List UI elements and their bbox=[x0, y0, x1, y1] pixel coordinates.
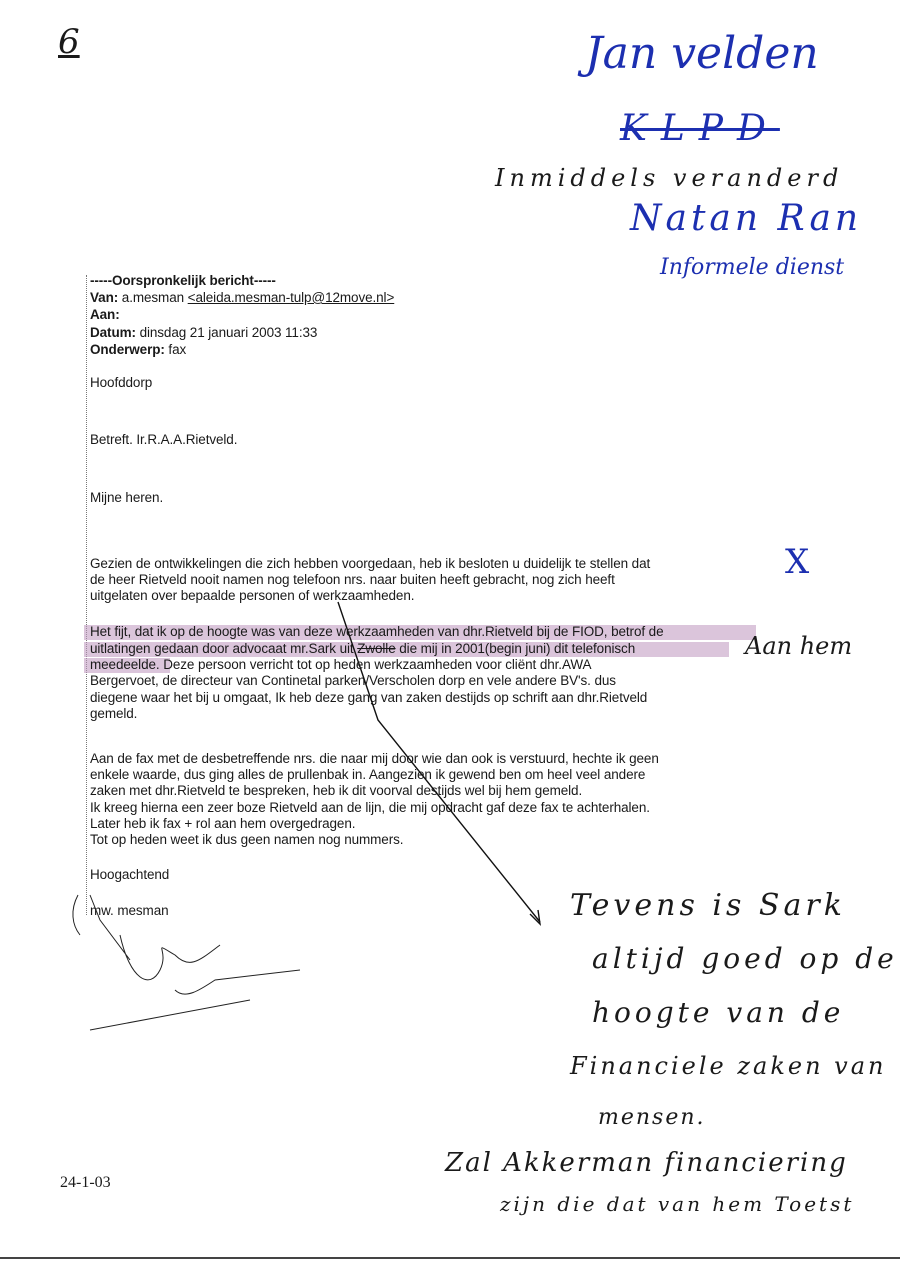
letter-salutation: Mijne heren. bbox=[90, 490, 164, 505]
from-label: Van: bbox=[90, 290, 119, 305]
letter-subject: Betreft. Ir.R.A.A.Rietveld. bbox=[90, 432, 238, 447]
paragraph-line: Tot op heden weet ik dus geen namen nog nummers. bbox=[90, 832, 404, 847]
handwritten-note: Informele dienst bbox=[660, 255, 845, 280]
paragraph-line: de heer Rietveld nooit namen nog telefoon nrs. naar buiten heeft gebracht, nog zich heeft bbox=[90, 572, 615, 587]
subject-label: Onderwerp: bbox=[90, 342, 165, 357]
bracket-mark bbox=[73, 895, 80, 935]
date-value: dinsdag 21 januari 2003 11:33 bbox=[139, 325, 318, 340]
handwritten-note: mensen. bbox=[598, 1105, 706, 1130]
text: die mij in 2001(begin juni) dit telefonisch bbox=[395, 641, 636, 656]
paragraph-line: Het fijt, dat ik op de hoogte was van deze werkzaamheden van dhr.Rietveld bij de FIOD, betrof de bbox=[90, 624, 664, 639]
paragraph-line: enkele waarde, dus ging alles de prullenbak in. Aangezien ik gewend ben om heel veel andere bbox=[90, 767, 646, 782]
subject-value: fax bbox=[168, 342, 187, 357]
handwritten-note: Tevens is Sark bbox=[570, 888, 846, 923]
paragraph-line: Bergervoet, de directeur van Continetal parken/Verscholen dorp en vele andere BV's. dus bbox=[90, 673, 616, 688]
signature-scribble bbox=[90, 895, 300, 1030]
handwritten-note: Inmiddels veranderd bbox=[495, 164, 844, 192]
handwritten-x-mark: X bbox=[785, 542, 810, 582]
from-name: a.mesman bbox=[121, 290, 185, 305]
struck-text: Zwolle bbox=[357, 641, 396, 656]
paragraph-line: uitgelaten over bepaalde personen of werkzaamheden. bbox=[90, 588, 415, 603]
stamp-date: 24-1-03 bbox=[60, 1174, 111, 1191]
email-header-title: -----Oorspronkelijk bericht----- bbox=[90, 273, 276, 288]
arrow-line bbox=[338, 602, 540, 922]
to-label: Aan: bbox=[90, 307, 120, 322]
handwritten-note: zijn die dat van hem Toetst bbox=[500, 1192, 855, 1216]
handwritten-note: altijd goed op de bbox=[592, 942, 898, 975]
paragraph-line: Aan de fax met de desbetreffende nrs. die naar mij door wie dan ook is verstuurd, hechte ik geen bbox=[90, 751, 659, 766]
handwritten-note: Aan hem bbox=[745, 632, 853, 660]
paragraph-line: diegene waar het bij u omgaat, Ik heb deze gang van zaken destijds op schrift aan dhr.Rietveld bbox=[90, 690, 648, 705]
handwritten-note: Natan Ran bbox=[630, 198, 863, 239]
date-label: Datum: bbox=[90, 325, 136, 340]
handwritten-note-struck: KLPD bbox=[620, 108, 780, 149]
handwritten-note: hoogte van de bbox=[592, 996, 845, 1029]
corner-mark: 6 bbox=[58, 22, 80, 62]
text: uitlatingen gedaan door advocaat mr.Sark uit bbox=[90, 641, 358, 656]
paragraph-line: Later heb ik fax + rol aan hem overgedragen. bbox=[90, 816, 356, 831]
letter-place: Hoofddorp bbox=[90, 375, 153, 390]
paragraph-line: gemeld. bbox=[90, 706, 138, 721]
paragraph-line: zaken met dhr.Rietveld te bespreken, heb ik dit voorval destijds wel bij hem gemeld. bbox=[90, 783, 583, 798]
paragraph-line: Ik kreeg hierna een zeer boze Rietveld aan de lijn, die mij opdracht gaf deze fax te achterhalen. bbox=[90, 800, 650, 815]
paragraph-line: Gezien de ontwikkelingen die zich hebben voorgedaan, heb ik besloten u duidelijk te stellen dat bbox=[90, 556, 651, 571]
handwritten-note: Jan velden bbox=[585, 28, 819, 79]
handwritten-note: Zal Akkerman financiering bbox=[445, 1148, 848, 1178]
from-email: <aleida.mesman-tulp@12move.nl> bbox=[187, 290, 395, 305]
signer: mw. mesman bbox=[90, 903, 169, 918]
handwritten-note: Financiele zaken van bbox=[570, 1052, 887, 1080]
text: meedeelde bbox=[90, 657, 156, 672]
closing: Hoogachtend bbox=[90, 867, 170, 882]
text: . Deze persoon verricht tot op heden werkzaamheden voor cliënt dhr.AWA bbox=[155, 657, 592, 672]
